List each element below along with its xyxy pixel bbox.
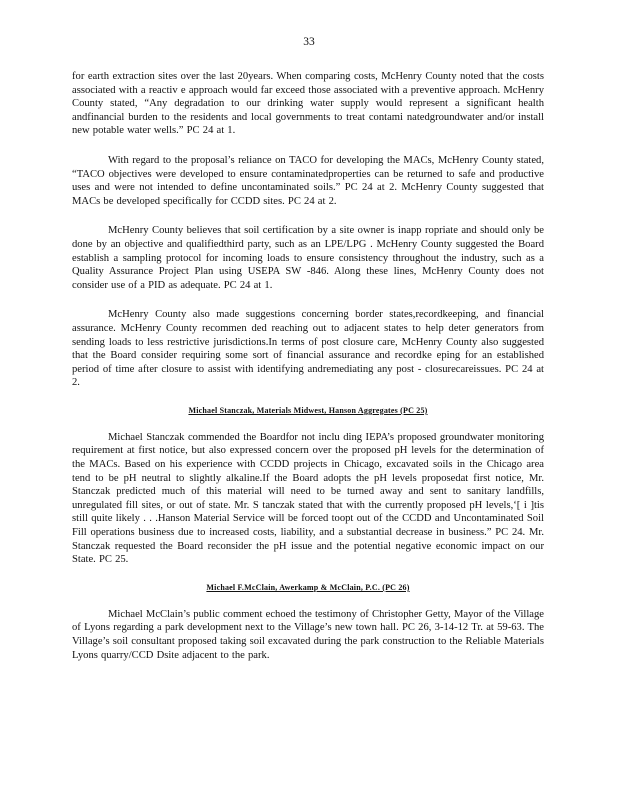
paragraph-border-states: McHenry County also made suggestions concerning border states,recordkeeping, and financial assurance. McHenry County recommen ded reaching out to adjacent states to help deter generators from sending loads to less restrictive jurisdictions.In terms of post closure care, McHenry County also suggested that the Board consider requiring some sort of financial assurance and recordke eping for an established period of time after closure to assist with identifying andremediating any post - closurecareissues. PC 24 at 2. [72,309,544,389]
paragraph-taco-reliance: With regard to the proposal’s reliance on TACO for developing the MACs, McHenry County stated, “TACO objectives were developed to ensure contaminatedproperties can be returned to safe and productive uses and were not intended to define uncontaminated soils.” PC 24 at 2. McHenry County suggested that MACs be developed specifically for CCDD sites. PC 24 at 2. [72,154,544,207]
paragraph-stanczak-comment: Michael Stanczak commended the Boardfor not inclu ding IEPA’s proposed groundwater monitoring requirement at first notice, but also expressed concern over the proposed pH levels for the determination of the MACs. Based on his experience with CCDD projects in Chicago, excavated soils in the Chicago area tend to be pH neutral to slightly alkaline.If the Board adopts the pH levels proposedat first notice, Mr. Stanczak predicted much of this material will need to be turned away and sent to sanitary landfills, unregulated fill sites, or out of state. Mr. S tanczak stated that with the currently proposed pH levels,‘[ i ]tis still quite likely . . .Hanson Material Service will be forced toopt out of the CCDD and Uncontaminated Soil Fill operations business due to increased costs, liability, and a substantial decrease in business.” PC 24. Mr. Stanczak requested the Board reconsider the pH issue and the potential negative economic impact on our State. PC 25. [72,431,544,566]
section-heading-mcclain: Michael F.McClain, Awerkamp & McClain, P.C. (PC 26) [206,582,410,592]
document-body [72,70,544,678]
paragraph-soil-certification: McHenry County believes that soil certification by a site owner is inapp ropriate and should only be done by an objective and qualifiedthird party, such as an LPE/LPG . McHenry County suggested the Board establish a sampling protocol for incoming loads to ensure consistency throughout the industry, such as a Quality Assurance Project Plan using USEPA SW -846. Along these lines, McHenry County does not consider use of a PID as adequate. PC 24 at 1. [72,225,544,291]
paragraph-earth-extraction: for earth extraction sites over the last 20years. When comparing costs, McHenry County noted that the costs associated with a reactiv e approach would far exceed those associated with a preventive approach. McHenry County stated, “Any degradation to our drinking water supply would represent a significant health andfinancial burden to the residents and local governments to treat contami natedgroundwater and/or install new potable water wells.” PC 24 at 1. [72,71,544,137]
section-heading-stanczak: Michael Stanczak, Materials Midwest, Hanson Aggregates (PC 25) [188,405,428,415]
page-number: 33 [303,36,315,48]
paragraph-mcclain-comment: Michael McClain’s public comment echoed the testimony of Christopher Getty, Mayor of the Village of Lyons regarding a park development next to the Village’s new town hall. PC 26, 3-14-12 Tr. at 59-63. The Village’s soil consultant proposed taking soil excavated during the park construction to the Reliable Materials Lyons quarry/CCD Dsite adjacent to the park. [72,608,544,661]
